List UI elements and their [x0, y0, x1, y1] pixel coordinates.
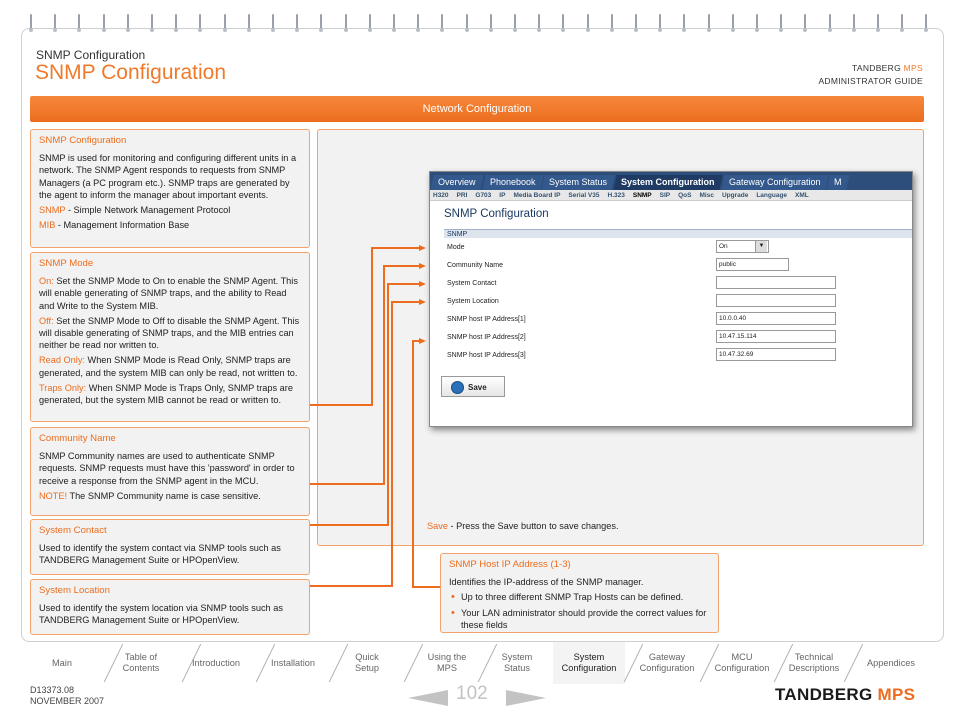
box-title: SNMP Host IP Address (1-3): [449, 559, 571, 570]
nav-appendices[interactable]: Appendices: [866, 657, 915, 668]
nav-mcu-configuration[interactable]: MCU Configuration: [714, 652, 770, 673]
subtab-h323[interactable]: H.323: [607, 192, 625, 199]
tab-phonebook[interactable]: Phonebook: [482, 175, 543, 190]
binder-ring: [587, 14, 589, 30]
nav-gateway-configuration[interactable]: Gateway Configuration: [639, 652, 695, 673]
mode-off-text: Off: Set the SNMP Mode to Off to disable the SNMP Agent. This will disable generating of SNMP traps, and the MIB entries can neither be read nor written to.: [39, 315, 300, 351]
subtab-g703[interactable]: G703: [475, 192, 492, 199]
nav-main[interactable]: Main: [52, 657, 72, 668]
footer-logo: TANDBERG MPS: [775, 685, 916, 704]
community-name-box: [30, 427, 310, 516]
list-item: • Your LAN administrator should provide the correct values for these fields: [451, 607, 710, 631]
embedded-screenshot: [429, 171, 913, 427]
field-system-location: System Location: [444, 292, 913, 310]
save-note: Save - Press the Save button to save changes.: [427, 521, 619, 531]
subtab-qos[interactable]: QoS: [678, 192, 692, 199]
binder-ring: [538, 14, 540, 30]
binder-ring: [272, 14, 274, 30]
subtab-misc[interactable]: Misc: [699, 192, 714, 199]
binder-ring: [877, 14, 879, 30]
nav-technical-descriptions[interactable]: Technical Descriptions: [788, 652, 840, 673]
binder-ring: [829, 14, 831, 30]
form-section-header: SNMP: [444, 229, 913, 238]
snmp-config-box: [30, 129, 310, 248]
subtab-sip[interactable]: SIP: [659, 192, 671, 199]
page-number: 102: [456, 683, 488, 704]
binder-ring: [514, 14, 516, 30]
bottom-nav: [33, 642, 923, 684]
host-ip-2-input[interactable]: 10.47.15.114: [716, 330, 836, 343]
nav-table-of-contents[interactable]: Table of Contents: [122, 652, 160, 673]
mib-definition: MIB - Management Information Base: [39, 220, 190, 231]
binder-ring: [127, 14, 129, 30]
nav-introduction[interactable]: Introduction: [191, 657, 240, 668]
section-subtitle: SNMP Configuration: [36, 48, 146, 62]
tab-gateway-configuration[interactable]: Gateway Configuration: [721, 175, 828, 190]
binder-ring: [296, 14, 298, 30]
brand-name: TANDBERG: [852, 63, 901, 73]
binder-ring: [393, 14, 395, 30]
subtab-xml[interactable]: XML: [795, 192, 809, 199]
screenshot-title: SNMP Configuration: [444, 208, 549, 220]
box-title: SNMP Configuration: [39, 135, 127, 146]
field-host-ip-2: SNMP host IP Address[2] 10.47.15.114: [444, 328, 913, 346]
binder-rings: [30, 14, 930, 36]
mode-on-text: On: Set the SNMP Mode to On to enable the SNMP Agent. This will enable generating of SNMP traps, and the ability to Read and Write to the System MIB.: [39, 276, 298, 311]
binder-ring: [320, 14, 322, 30]
nav-system-status[interactable]: System Status: [501, 652, 533, 673]
doc-number: D13373.08: [30, 685, 75, 695]
binder-ring: [175, 14, 177, 30]
nav-installation[interactable]: Installation: [271, 657, 315, 668]
snmp-form: [444, 229, 913, 364]
binder-ring: [103, 14, 105, 30]
box-title: System Contact: [39, 525, 107, 536]
mode-trapsonly-text: Traps Only: When SNMP Mode is Traps Only, SNMP traps are generated, but the system MIB cannot be read or written to.: [39, 382, 293, 406]
box-text: Identifies the IP-address of the SNMP manager.: [449, 577, 644, 588]
field-host-ip-3: SNMP host IP Address[3] 10.47.32.69: [444, 346, 913, 364]
system-contact-box: [30, 519, 310, 575]
binder-ring: [248, 14, 250, 30]
binder-ring: [611, 14, 613, 30]
binder-ring: [562, 14, 564, 30]
section-bar: Network Configuration: [30, 96, 924, 122]
save-icon: [451, 381, 464, 394]
binder-ring: [199, 14, 201, 30]
sub-tabs: [430, 190, 912, 201]
nav-using-the-mps[interactable]: Using the MPS: [427, 652, 467, 673]
binder-ring: [708, 14, 710, 30]
save-button[interactable]: Save: [441, 376, 505, 397]
binder-ring: [853, 14, 855, 30]
binder-ring: [345, 14, 347, 30]
subtab-pri[interactable]: PRI: [456, 192, 468, 199]
binder-ring: [466, 14, 468, 30]
binder-ring: [804, 14, 806, 30]
list-item: • Up to three different SNMP Trap Hosts can be defined.: [451, 591, 710, 603]
doc-date: NOVEMBER 2007: [30, 696, 105, 706]
nav-quick-setup[interactable]: Quick Setup: [354, 652, 379, 673]
field-mode: Mode On ▼: [444, 238, 913, 256]
box-title: SNMP Mode: [39, 258, 94, 269]
binder-ring: [369, 14, 371, 30]
binder-ring: [659, 14, 661, 30]
system-location-box: [30, 579, 310, 635]
guide-label: ADMINISTRATOR GUIDE: [818, 76, 923, 86]
subtab-upgrade[interactable]: Upgrade: [721, 192, 749, 199]
footer-doc-info: [30, 685, 104, 707]
host-ip-1-input[interactable]: 10.0.0.40: [716, 312, 836, 325]
host-ip-box: [440, 553, 719, 633]
box-text: SNMP is used for monitoring and configuring different units in a network. The SNMP Agent responds to requests from SNMP Managers (a PC program etc.). SNMP traps are generated by the agent to inform the manager about important events.: [39, 153, 297, 200]
host-ip-3-input[interactable]: 10.47.32.69: [716, 348, 836, 361]
snmp-mode-box: [30, 252, 310, 422]
nav-system-configuration[interactable]: System Configuration: [553, 642, 625, 684]
binder-ring: [78, 14, 80, 30]
box-title: Community Name: [39, 433, 116, 444]
main-tabs: [430, 172, 912, 190]
snmp-definition: SNMP - Simple Network Management Protocol: [39, 205, 231, 216]
box-text: Used to identify the system location via SNMP tools such as TANDBERG Management Suite or HPOpenView.: [39, 603, 283, 626]
binder-ring: [30, 14, 32, 30]
mode-readonly-text: Read Only: When SNMP Mode is Read Only, SNMP traps are generated, and the system MIB can only be read, not written to.: [39, 355, 298, 378]
box-text: SNMP Community names are used to authenticate SNMP requests. SNMP requests must have this 'password' in order to receive a response from the SNMP agent in the MCU.: [39, 451, 295, 486]
brand-accent: MPS: [903, 63, 923, 73]
host-ip-bullets: [449, 591, 710, 631]
box-text: Used to identify the system contact via SNMP tools such as TANDBERG Management Suite or HPOpenView.: [39, 543, 281, 566]
binder-ring: [417, 14, 419, 30]
page-title: SNMP Configuration: [35, 61, 227, 84]
subtab-language[interactable]: Language: [756, 192, 788, 199]
binder-ring: [635, 14, 637, 30]
subtab-h320[interactable]: H320: [433, 192, 449, 199]
box-note: NOTE! The SNMP Community name is case sensitive.: [39, 490, 261, 501]
binder-ring: [901, 14, 903, 30]
subtab-snmp[interactable]: SNMP: [632, 192, 652, 199]
next-page-icon[interactable]: [506, 690, 546, 706]
system-contact-input[interactable]: [716, 276, 836, 289]
binder-ring: [490, 14, 492, 30]
binder-ring: [756, 14, 758, 30]
binder-ring: [54, 14, 56, 30]
brand-header: [818, 62, 923, 88]
binder-ring: [683, 14, 685, 30]
tab-overview[interactable]: Overview: [430, 175, 483, 190]
binder-ring: [780, 14, 782, 30]
binder-ring: [732, 14, 734, 30]
prev-page-icon[interactable]: [408, 690, 448, 706]
subtab-media-board-ip[interactable]: Media Board IP: [513, 192, 561, 199]
subtab-serial-v35[interactable]: Serial V35: [568, 192, 600, 199]
tab-more[interactable]: M: [827, 175, 850, 190]
mode-select[interactable]: On ▼: [716, 240, 769, 253]
tab-system-configuration[interactable]: System Configuration: [613, 175, 722, 190]
box-title: System Location: [39, 585, 110, 596]
tab-system-status[interactable]: System Status: [541, 175, 614, 190]
subtab-ip[interactable]: IP: [499, 192, 506, 199]
binder-ring: [925, 14, 927, 30]
field-system-contact: System Contact: [444, 274, 913, 292]
field-host-ip-1: SNMP host IP Address[1] 10.0.0.40: [444, 310, 913, 328]
field-community-name: Community Name public: [444, 256, 913, 274]
binder-ring: [441, 14, 443, 30]
binder-ring: [224, 14, 226, 30]
system-location-input[interactable]: [716, 294, 836, 307]
binder-ring: [151, 14, 153, 30]
community-name-input[interactable]: public: [716, 258, 789, 271]
